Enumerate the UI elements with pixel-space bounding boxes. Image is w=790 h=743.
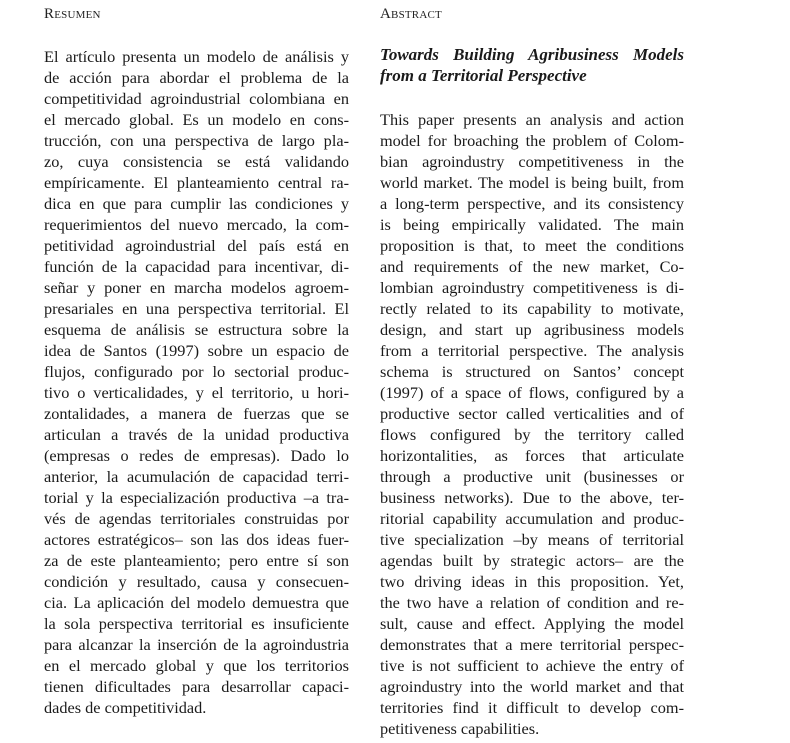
text-line: model for broaching the problem of Colom- (380, 131, 684, 150)
text-line: (1997) of a space of flows, configured by a (380, 383, 684, 402)
text-line: petitiveness capabilities. (380, 719, 540, 738)
text-line: from a territorial perspective. The analysis (380, 341, 684, 360)
text-line: trucción, con una perspectiva de largo pla- (44, 131, 349, 150)
text-line: territories find it difficult to develop com- (380, 698, 684, 717)
text-line: za de este planteamiento; pero entre sí son (44, 551, 349, 570)
text-line: through a productive unit (businesses or (380, 467, 684, 486)
resumen-body (44, 46, 349, 718)
abstract-title (380, 44, 684, 86)
text-line: actores estratégicos– son las dos ideas fuer- (44, 530, 349, 549)
abstract-body (380, 109, 684, 739)
text-line: función de la capacidad para incentivar, di- (44, 257, 349, 276)
text-line: proposition is that, to meet the conditions (380, 236, 684, 255)
text-line: tienen dificultades para desarrollar capaci- (44, 677, 349, 696)
text-line: tive is not sufficient to achieve the entry of (380, 656, 684, 675)
text-line: demonstrates that a mere territorial perspec- (380, 635, 684, 654)
title-line: Towards Building Agribusiness Models (380, 45, 684, 64)
text-line: dades de competitividad. (44, 698, 207, 717)
text-line: requerimientos del nuevo mercado, la com- (44, 215, 349, 234)
text-line: presariales en una perspectiva territorial. El (44, 299, 349, 318)
text-line: a long-term perspective, and its consistency (380, 194, 684, 213)
text-line: schema is structured on Santos’ concept (380, 362, 684, 381)
text-line: señar y poner en marcha modelos agroem- (44, 278, 349, 297)
text-line: de acción para abordar el problema de la (44, 68, 349, 87)
text-line: la sola perspectiva territorial es insuficiente (44, 614, 349, 633)
resumen-heading: Resumen (44, 6, 101, 22)
text-line: dica en que para cumplir las condiciones y (44, 194, 349, 213)
text-line: agendas built by strategic actors– are the (380, 551, 684, 570)
text-line: productive sector called verticalities and of (380, 404, 684, 423)
text-line: zontalidades, a manera de fuerzas que se (44, 404, 349, 423)
text-line: en el mercado global y que los territorios (44, 656, 349, 675)
text-line: tivo o verticalidades, y el territorio, u hori- (44, 383, 349, 402)
text-line: petitividad agroindustrial del país está en (44, 236, 349, 255)
text-line: zo, cuya consistencia se está validando (44, 152, 349, 171)
text-line: (empresas o redes de empresas). Dado lo (44, 446, 349, 465)
text-line: torial y la especialización productiva –a tra- (44, 488, 349, 507)
text-line: and requirements of the new market, Co- (380, 257, 684, 276)
text-line: esquema de análisis se estructura sobre la (44, 320, 349, 339)
text-line: el mercado global. Es un modelo en cons- (44, 110, 349, 129)
text-line: world market. The model is being built, from (380, 173, 684, 192)
text-line: the two have a relation of condition and re- (380, 593, 684, 612)
text-line: business networks). Due to the above, ter- (380, 488, 684, 507)
text-line: ritorial capability accumulation and produc- (380, 509, 684, 528)
text-line: competitividad agroindustrial colombiana en (44, 89, 349, 108)
text-line: horizontalities, as forces that articulate (380, 446, 684, 465)
text-line: empíricamente. El planteamiento central ra- (44, 173, 349, 192)
abstract-heading: Abstract (380, 6, 442, 22)
text-line: sult, cause and effect. Applying the model (380, 614, 684, 633)
text-line: cia. La aplicación del modelo demuestra que (44, 593, 349, 612)
text-line: bian agroindustry competitiveness in the (380, 152, 684, 171)
text-line: two driving ideas in this proposition. Yet, (380, 572, 684, 591)
text-line: This paper presents an analysis and action (380, 110, 684, 129)
text-line: flows configured by the territory called (380, 425, 684, 444)
text-line: agroindustry into the world market and that (380, 677, 684, 696)
text-line: anterior, la acumulación de capacidad terri- (44, 467, 349, 486)
text-line: idea de Santos (1997) sobre un espacio de (44, 341, 349, 360)
title-line: from a Territorial Perspective (380, 66, 587, 85)
text-line: is being empirically validated. The main (380, 215, 684, 234)
text-line: lombian agroindustry competitiveness is di- (380, 278, 684, 297)
text-line: flujos, configurado por lo sectorial produc- (44, 362, 349, 381)
text-line: condición y resultado, causa y consecuen- (44, 572, 349, 591)
text-line: design, and start up agribusiness models (380, 320, 684, 339)
text-line: vés de agendas territoriales construidas por (44, 509, 349, 528)
text-line: tive specialization –by means of territorial (380, 530, 684, 549)
text-line: El artículo presenta un modelo de análisis y (44, 47, 349, 66)
text-line: para alcanzar la inserción de la agroindustria (44, 635, 349, 654)
text-line: articulan a través de la unidad productiva (44, 425, 349, 444)
text-line: rectly related to its capability to motivate, (380, 299, 684, 318)
